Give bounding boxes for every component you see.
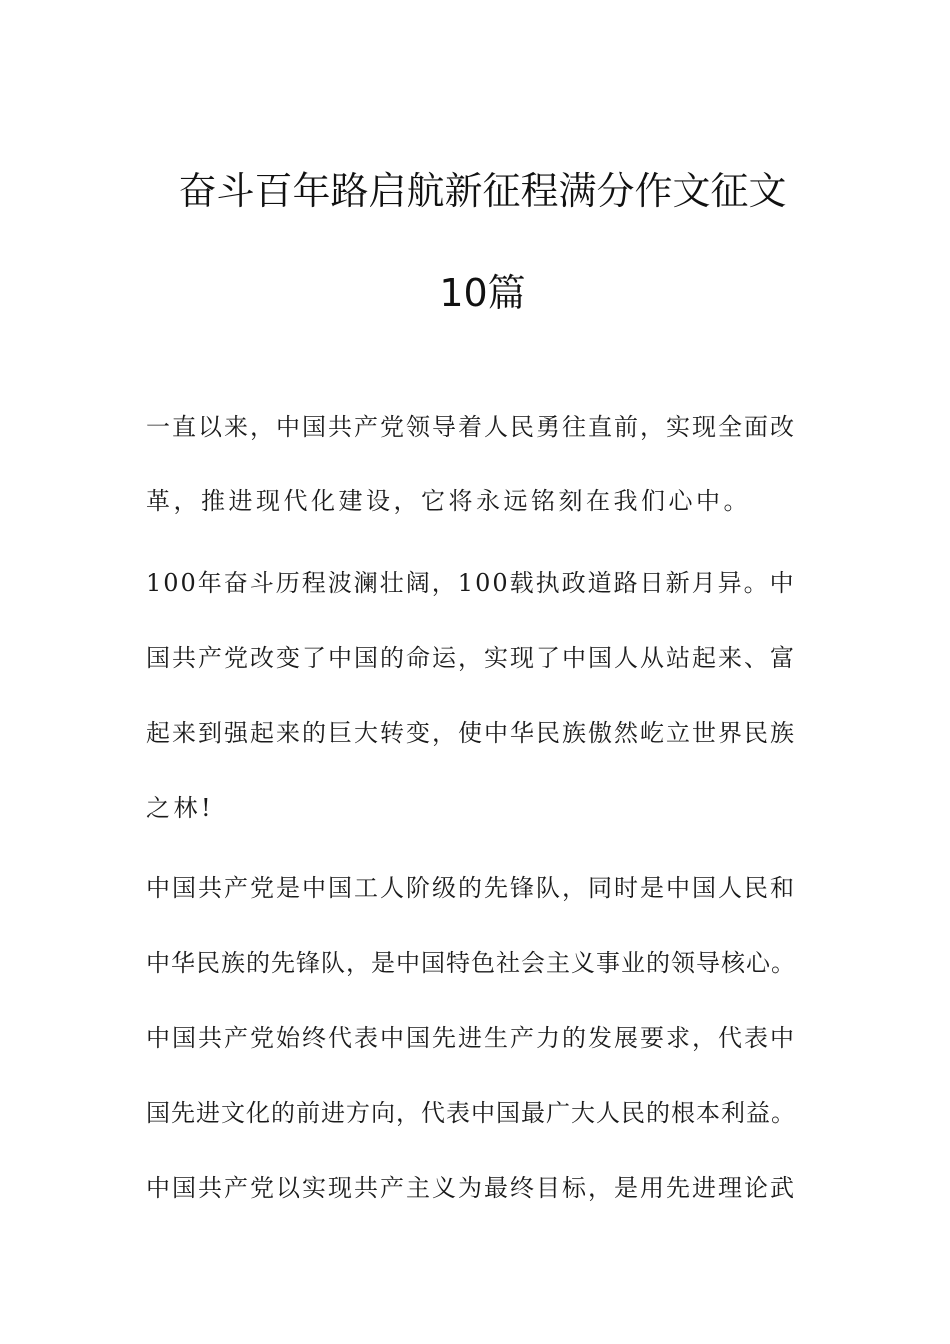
body-line: 中国共产党始终代表中国先进生产力的发展要求，代表中 xyxy=(146,1024,796,1052)
body-line: 之林! xyxy=(146,794,215,822)
body-line: 国先进文化的前进方向，代表中国最广大人民的根本利益。 xyxy=(146,1099,796,1127)
body-line: 国共产党改变了中国的命运，实现了中国人从站起来、富 xyxy=(146,644,796,672)
body-line: 一直以来，中国共产党领导着人民勇往直前，实现全面改 xyxy=(146,413,796,441)
body-line: 100年奋斗历程波澜壮阔，100载执政道路日新月异。中 xyxy=(146,569,796,597)
body-line: 中国共产党是中国工人阶级的先锋队，同时是中国人民和 xyxy=(146,874,796,902)
document-title-line2: 10篇 xyxy=(439,271,526,315)
document-title-line1: 奋斗百年路启航新征程满分作文征文 xyxy=(178,169,787,213)
body-line: 中华民族的先锋队，是中国特色社会主义事业的领导核心。 xyxy=(146,949,796,977)
body-line: 革，推进现代化建设，它将永远铭刻在我们心中。 xyxy=(146,487,751,515)
body-line: 中国共产党以实现共产主义为最终目标，是用先进理论武 xyxy=(146,1174,796,1202)
body-line: 起来到强起来的巨大转变，使中华民族傲然屹立世界民族 xyxy=(146,719,796,747)
